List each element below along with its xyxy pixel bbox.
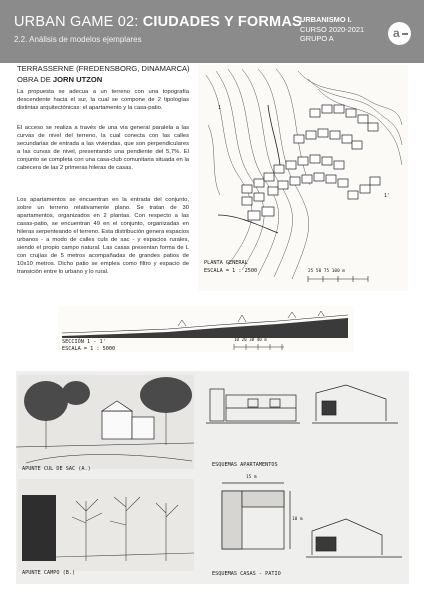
sketch-cul-de-sac bbox=[16, 375, 194, 469]
description-paragraph-3: Los apartamentos se encuentran en la entrada del conjunto, sobre un terreno relativamente plano. Se tratan de 30 apartamentos, organizados en 2 plantas. Con respecto a las casas-patio, se encuentran 49 en el conjunto, organizadas en hileras serpenteando el terreno. Esta distribución genera espacios urbanos - a modo de calles culs de sac - y espacios rurales, siendo el propio campo natural. Las casas presentan forma de L con crujías de 5 metros acompañadas de grandes patios de 10x10 metros. Dicho patio se emplea como filtro y espacio de transición entre lo urbano y lo rural. bbox=[17, 197, 189, 276]
title-bold: CIUDADES Y FORMAS bbox=[142, 14, 302, 30]
plan-scale: ESCALA = 1 : 2500 bbox=[204, 268, 258, 274]
site-plan-sketch bbox=[198, 65, 408, 291]
section-scale-bar-labels: 10 20 30 40 m bbox=[234, 337, 267, 342]
author-name: JORN UTZON bbox=[52, 75, 103, 84]
plan-title: PLANTA GENERAL bbox=[204, 260, 248, 266]
logo-dash bbox=[402, 33, 408, 35]
dimension-15m: 15 m bbox=[246, 475, 257, 480]
section-sketch bbox=[58, 306, 354, 352]
sketches-drawing bbox=[16, 371, 409, 584]
course-year: CURSO 2020-2021 bbox=[300, 24, 365, 34]
course-info bbox=[300, 15, 364, 44]
esquemas-apartamentos-label: ESQUEMAS APARTAMENTOS bbox=[212, 462, 278, 468]
project-name: TERRASSERNE (FREDENSBORG, DINAMARCA) bbox=[17, 64, 190, 73]
sketch-campo bbox=[18, 479, 194, 571]
dimension-10m: 10 m bbox=[292, 517, 303, 522]
plan-marker-1: 1 bbox=[218, 105, 222, 111]
apunte-campo-label: APUNTE CAMPO (B.) bbox=[22, 570, 76, 576]
description-paragraph-2: El acceso se realiza a través de una vía general paralela a las curvas de nivel del terreno, la cual conecta con las calles secundarias de entrada a las viviendas, que son perpendiculares a las curvas de nivel, presentando una pendiente del 5,7%. El conjunto se completa con una casa-club comunitaria situada en la cabecera de las 2 primeras hileras de casas. bbox=[17, 125, 189, 172]
plan-scale-bar-labels: 25 50 75 100 m bbox=[308, 269, 346, 274]
site-plan-drawing bbox=[198, 65, 408, 291]
section-title: SECCIÓN 1 - 1' bbox=[62, 339, 106, 345]
header-bar bbox=[0, 0, 424, 63]
school-logo bbox=[388, 22, 411, 45]
section-scale: ESCALA = 1 : 5000 bbox=[62, 346, 116, 352]
project-author bbox=[17, 75, 102, 84]
logo-letter: a bbox=[393, 26, 400, 40]
description-paragraph-1: La propuesta se adecua a un terreno con una topografía descendente hacia el sur, la cual se compone de 2 tipologías distintas arquitectónicas: el apartamento y la casa-patio. bbox=[17, 89, 189, 112]
esquemas-casas-patio-label: ESQUEMAS CASAS - PATIO bbox=[212, 571, 281, 577]
course-subject: URBANISMO I. bbox=[300, 15, 352, 24]
page-subtitle: 2.2. Análisis de modelos ejemplares bbox=[14, 35, 142, 44]
author-prefix: OBRA DE bbox=[17, 75, 53, 84]
diagram-patio-houses bbox=[222, 483, 402, 557]
diagram-apartments bbox=[206, 385, 398, 423]
page-title bbox=[14, 14, 302, 30]
plan-marker-1b: 1' bbox=[384, 193, 391, 199]
apunte-cul-de-sac-label: APUNTE CUL DE SAC (A.) bbox=[22, 466, 91, 472]
sketches-panel bbox=[16, 371, 409, 584]
title-light: URBAN GAME 02: bbox=[14, 14, 143, 30]
course-group: GRUPO A bbox=[300, 34, 334, 43]
